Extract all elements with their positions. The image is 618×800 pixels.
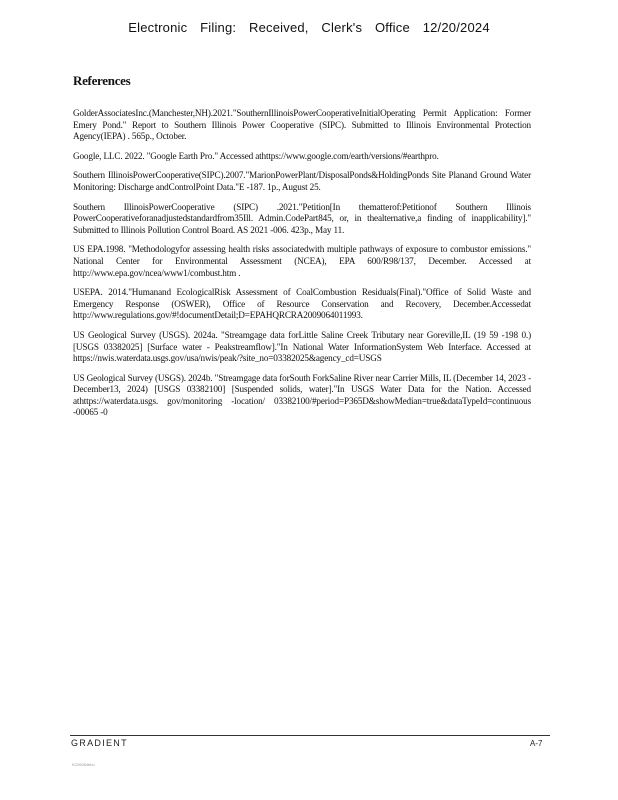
reference-entry: USEPA. 2014."Humanand EcologicalRisk Assessment of CoalCombustion Residuals(Final)."Office of Solid Waste and Emergency Response (OSWER), Office of Resource Conservation and Recovery, December.Accessedat http://www.regulations.gov/#!documentDetail;D=EPAHQRCRA2009064011993. bbox=[73, 287, 531, 321]
references-heading: References bbox=[73, 73, 131, 88]
page-number: A-7 bbox=[530, 739, 543, 748]
references-list bbox=[73, 108, 531, 419]
document-code: K220064bbu bbox=[72, 762, 95, 767]
reference-entry: Southern IllinoisPowerCooperative (SIPC) .2021."Petition[In thematterof:Petitionof Southern Illinois PowerCooperativeforanadjustedstandardfrom35Ill. Admin.CodePart845, or, in thealternative,a finding of inapplicability]." Submitted to Illinois Pollution Control Board. AS 2021 -006. 423p., May 11. bbox=[73, 201, 531, 235]
reference-entry: US Geological Survey (USGS). 2024b. "Streamgage data forSouth ForkSaline River near Carrier Mills, IL (December 14, 2023 -December13, 2024) [USGS 03382100] [Suspended solids, water]."In USGS Water Data for the Nation. Accessed athttps://waterdata.usgs. gov/monitoring -location/ 03382100/#period=P365D&showMedian=true&dataTypeId=continuous -00065 -0 bbox=[73, 372, 531, 418]
reference-entry: Google, LLC. 2022. "Google Earth Pro." Accessed athttps://www.google.com/earth/versions/#earthpro. bbox=[73, 150, 439, 161]
reference-entry: GolderAssociatesInc.(Manchester,NH).2021."SouthernIllinoisPowerCooperativeInitialOperating Permit Application: Former Emery Pond." Report to Southern Illinois Power Cooperative (SIPC). Submitted to Illinois Environmental Protection Agency(IEPA) . 565p., October. bbox=[73, 108, 531, 142]
filing-stamp: Electronic Filing: Received, Clerk's Office 12/20/2024 bbox=[128, 20, 490, 35]
reference-entry: US EPA.1998. "Methodologyfor assessing health risks associatedwith multiple pathways of exposure to combustor emissions." National Center for Environmental Assessment (NCEA), EPA 600/R98/137, December. Accessed at http://www.epa.gov/ncea/www1/combust.htm . bbox=[73, 244, 531, 278]
reference-entry: Southern IllinoisPowerCooperative(SIPC).2007."MarionPowerPlant/DisposalPonds&HoldingPonds Site Planand Ground Water Monitoring: Discharge andControlPoint Data."E -187. 1p., August 25. bbox=[73, 170, 531, 192]
reference-entry: US Geological Survey (USGS). 2024a. "Streamgage data forLittle Saline Creek Tributary near Goreville,IL (19 59 -198 0.) [USGS 03382025] [Surface water - Peakstreamflow]."In National Water InformationSystem Web Interface. Accessed at https://nwis.waterdata.usgs.gov/usa/nwis/peak/?site_no=03382025&agency_cd=USGS bbox=[73, 329, 531, 364]
company-logo: GRADIENT bbox=[71, 738, 128, 748]
footer-divider bbox=[70, 735, 550, 736]
